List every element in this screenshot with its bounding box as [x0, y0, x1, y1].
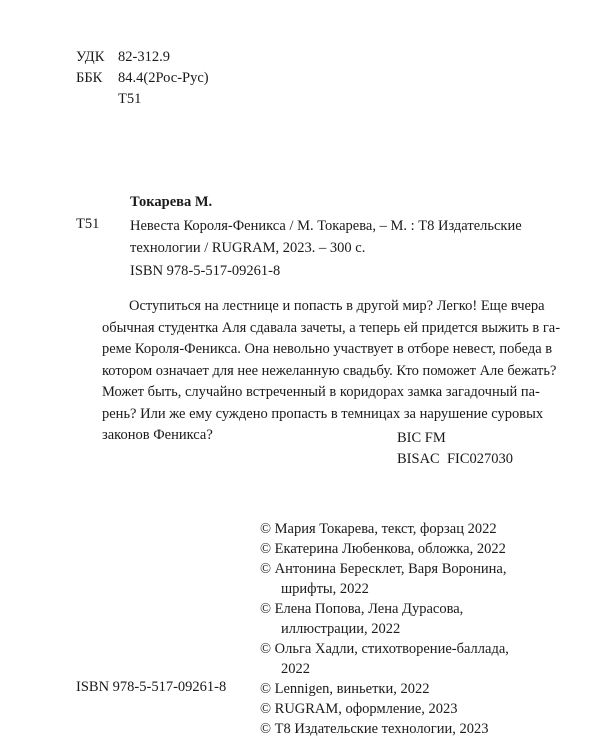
author-mark: Т51 [118, 91, 142, 107]
bbk-label: ББК [76, 70, 103, 86]
copyright-line-continued: 2022 [281, 661, 310, 677]
bibliography-description [130, 216, 522, 259]
annotation-line: реме Короля-Феникса. Она невольно участвует в отборе невест, победа в [102, 341, 553, 357]
copyright-line: © Мария Токарева, текст, форзац 2022 [260, 521, 497, 537]
author-heading: Токарева М. [130, 194, 213, 210]
annotation-line: рень? Или же ему суждено пропасть в темницах за нарушение суровых [102, 405, 544, 422]
copyright-line-continued: шрифты, 2022 [281, 581, 369, 597]
bibliography-line: Невеста Короля-Феникса / М. Токарева, – М. : Т8 Издательские [130, 218, 522, 234]
copyright-line: © Ольга Хадли, стихотворение-баллада, [260, 641, 509, 657]
copyright-line: © Lennigen, виньетки, 2022 [260, 681, 430, 697]
udk-label: УДК [76, 49, 105, 65]
copyright-line: © Антонина Бересклет, Варя Воронина, [260, 561, 507, 577]
udk-value: 82-312.9 [118, 49, 170, 65]
copyright-list [260, 519, 510, 739]
copyright-line: © Екатерина Любенкова, обложка, 2022 [260, 541, 506, 557]
bbk-value: 84.4(2Рос-Рус) [118, 70, 209, 86]
annotation-line: Оступиться на лестнице и попасть в другой мир? Легко! Еще вчера [129, 298, 545, 314]
copyright-line: © RUGRAM, оформление, 2023 [260, 701, 458, 717]
bibliography-isbn: ISBN 978-5-517-09261-8 [130, 263, 281, 279]
annotation-line: законов Феникса? [102, 427, 213, 443]
footer-isbn: ISBN 978-5-517-09261-8 [76, 679, 227, 695]
annotation-line: Может быть, случайно встреченный в коридорах замка загадочный па- [102, 384, 540, 400]
annotation-line: котором означает для нее нежеланную свадьбу. Кто поможет Але бежать? [102, 362, 557, 379]
annotation [102, 296, 561, 447]
bic-code: BIC FM [397, 430, 446, 446]
bibliography-author-mark: Т51 [76, 216, 100, 232]
copyright-line: © Елена Попова, Лена Дурасова, [260, 601, 464, 617]
copyright-line-continued: иллюстрации, 2022 [281, 621, 401, 637]
bisac-code: BISAC FIC027030 [397, 451, 514, 467]
bibliography-line: технологии / RUGRAM, 2023. – 300 с. [130, 239, 366, 256]
copyright-line: © Т8 Издательские технологии, 2023 [260, 721, 489, 737]
annotation-line: обычная студентка Аля сдавала зачеты, а теперь ей придется выжить в га- [102, 319, 561, 336]
